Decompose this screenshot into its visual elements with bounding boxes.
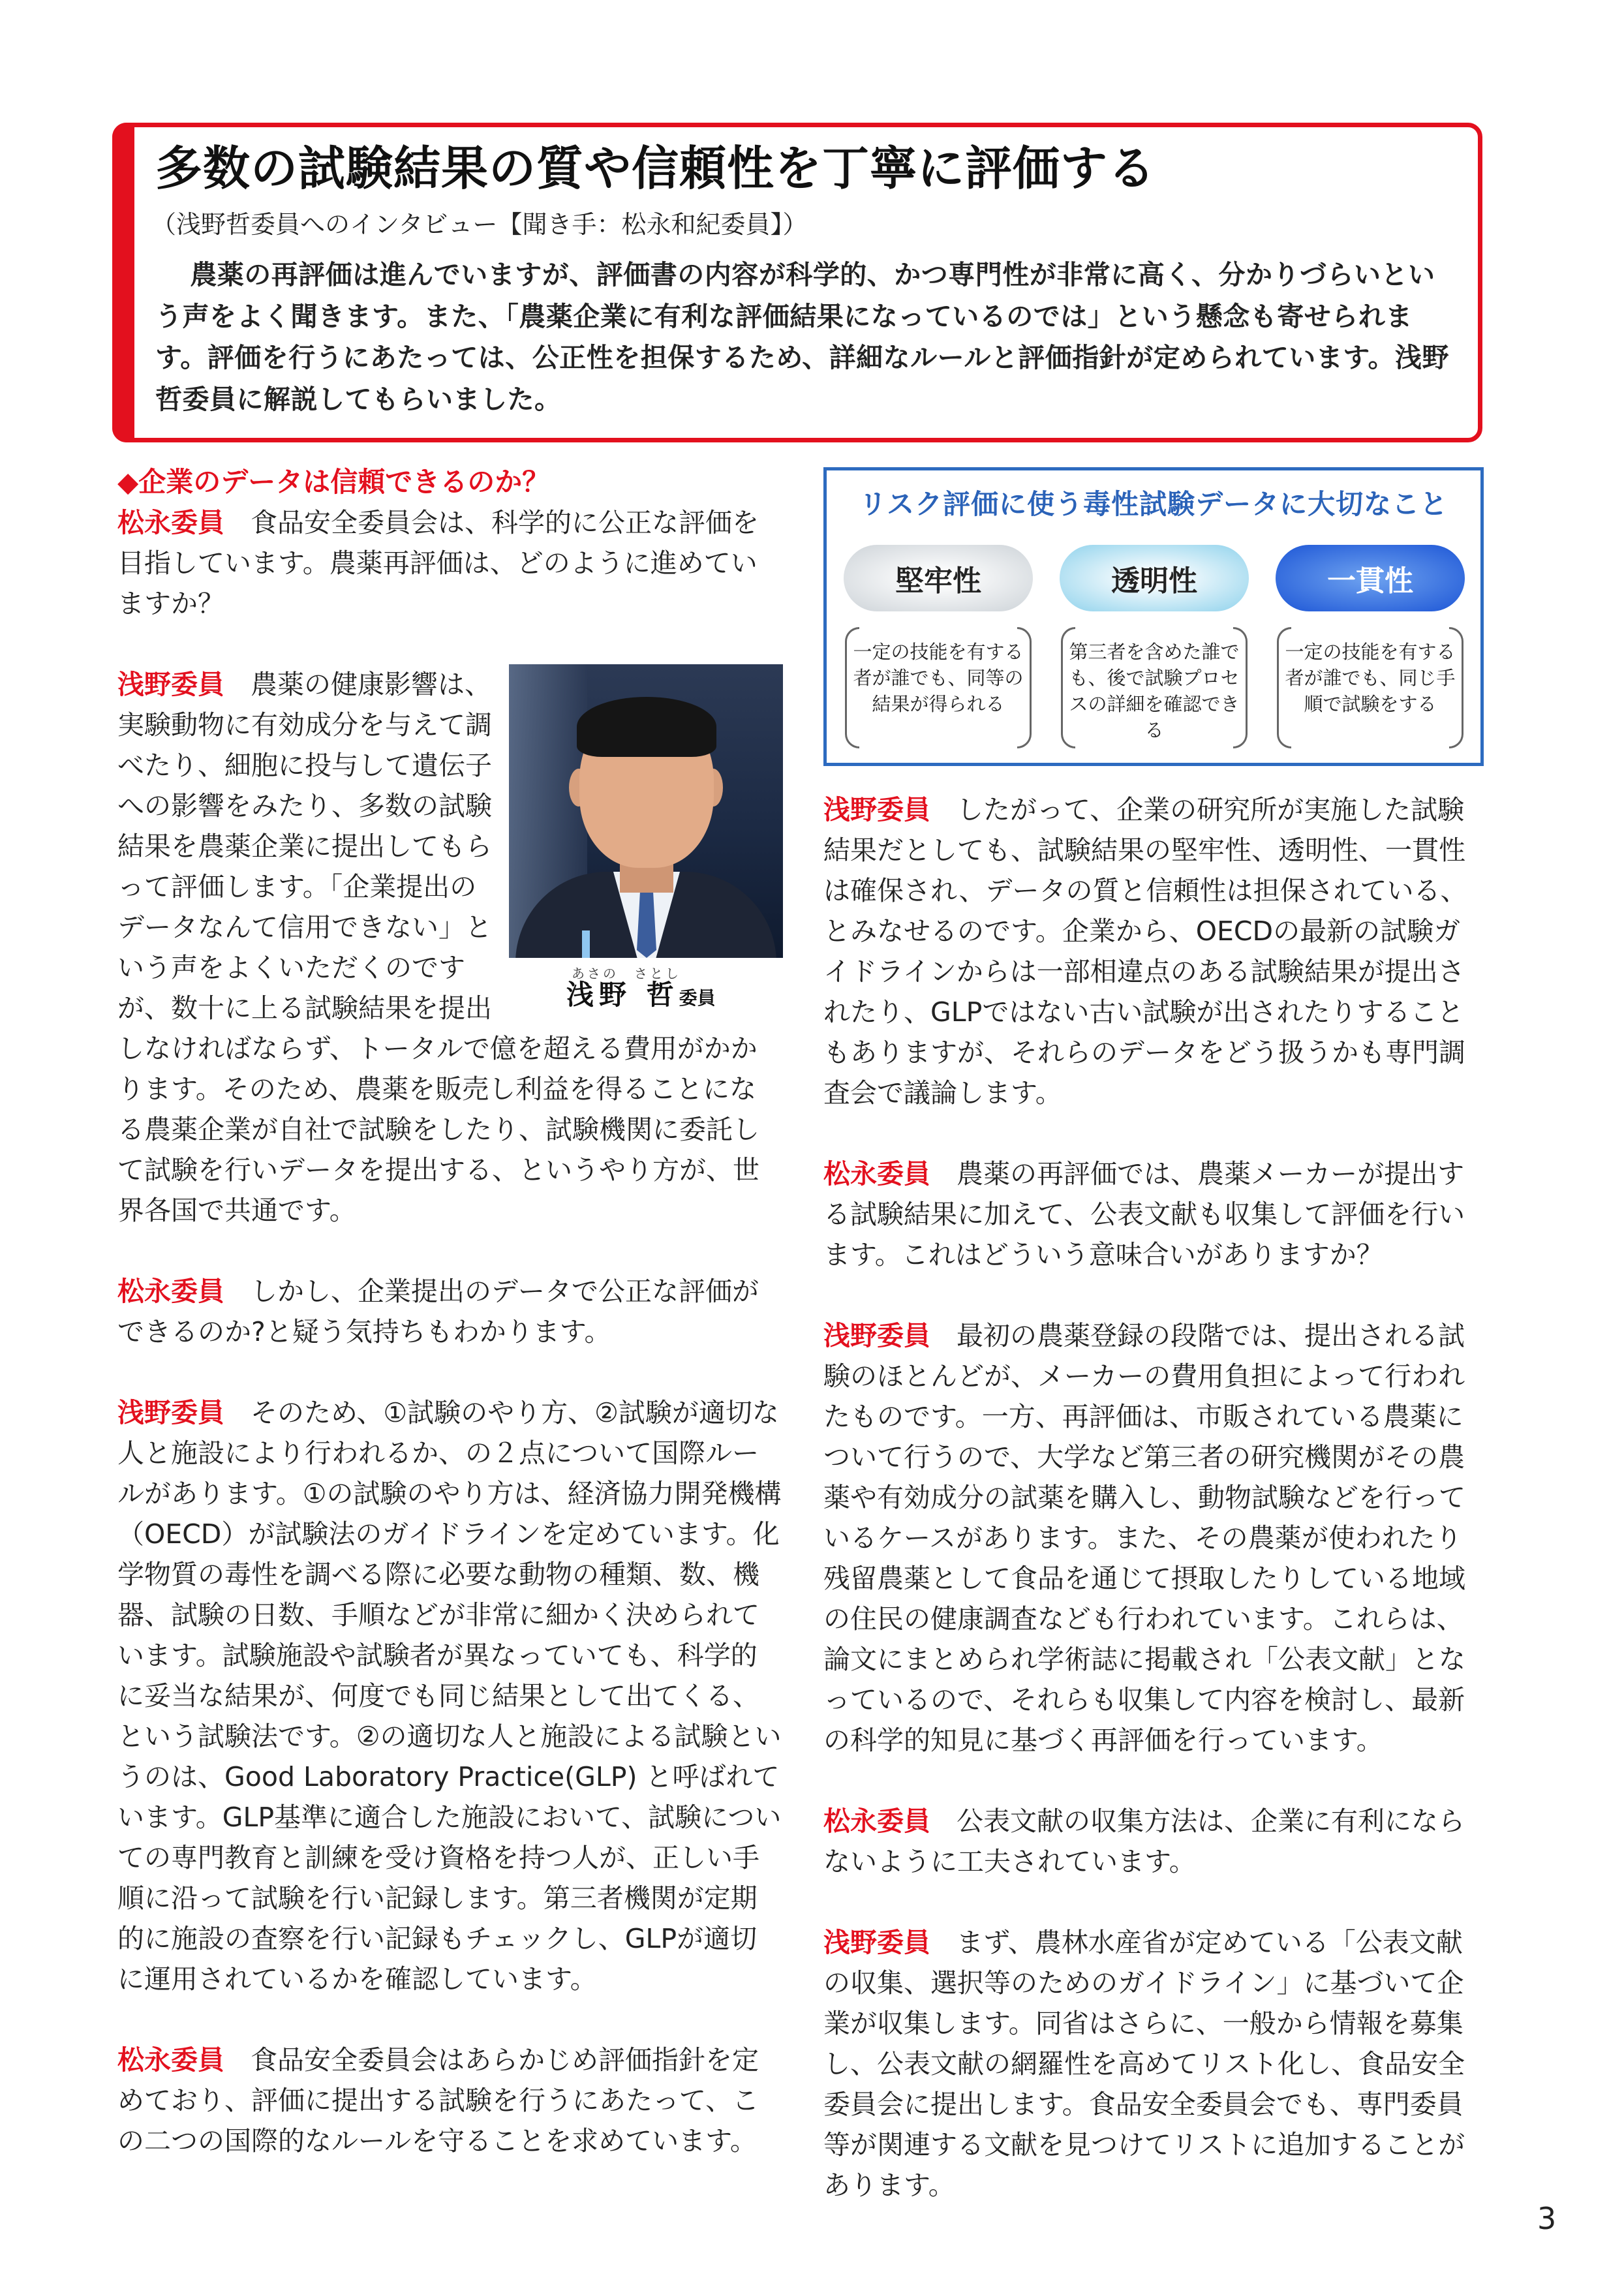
name-suffix: 委員: [679, 987, 716, 1009]
dialogue-text: 食品安全委員会はあらかじめ評価指針を定めており、評価に提出する試験を行うにあたって、この二つの国際的なルールを守ることを求めています。: [117, 2044, 759, 2157]
dialogue-paragraph: [117, 2040, 783, 2161]
dialogue-paragraph: [823, 1922, 1486, 2205]
consistency-description: 一定の技能を有する者が誰でも、同じ手順で試験をする: [1285, 627, 1456, 751]
dialogue-text: 農薬の再評価では、農薬メーカーが提出する試験結果に加えて、公表文献も収集して評価を行います。これはどういう意味合いがありますか？: [823, 1158, 1465, 1270]
risk-assessment-box: [823, 467, 1484, 766]
dialogue-paragraph: [117, 502, 783, 624]
dialogue-text: したがって、企業の研究所が実施した試験結果だとしても、試験結果の堅牢性、透明性、一貫性は確保され、データの質と信頼性は担保されている、とみなせるのです。企業から、OECDの最新の試験ガイドラインからは一部相違点のある試験結果が提出されたり、GLPではない古い試験が出されたりすることもありますが、それらのデータをどう扱うかも専門調査会で議論します。: [823, 794, 1467, 1109]
page-title: 多数の試験結果の質や信頼性を丁寧に評価する: [155, 141, 1156, 196]
left-column: [117, 462, 783, 2202]
dialogue-text: しかし、企業提出のデータで公正な評価ができるのか?と疑う気持ちもわかります。: [117, 1276, 759, 1347]
dialogue-paragraph: [117, 1392, 783, 1999]
speaker-label: 松永委員: [117, 507, 224, 538]
dialogue-text: 公表文献の収集方法は、企業に有利にならないように工夫されています。: [823, 1805, 1465, 1877]
dialogue-paragraph: [117, 1271, 783, 1352]
page-number: 3: [1537, 2201, 1557, 2236]
name-text: 浅野 哲: [566, 979, 679, 1011]
interview-subtitle: （浅野哲委員へのインタビュー【聞き手：松永和紀委員】）: [151, 210, 808, 239]
transparency-description: 第三者を含めた誰でも、後で試験プロセスの詳細を確認できる: [1069, 627, 1240, 751]
name-reading: あさの さとし: [572, 966, 681, 981]
intro-accent-bar: [112, 123, 134, 442]
dialogue-text: 食品安全委員会は、科学的に公正な評価を目指しています。農薬再評価は、どのように進めていますか？: [117, 507, 759, 619]
transparency-pill: 透明性: [1060, 545, 1249, 611]
right-column: [823, 790, 1486, 2246]
portrait-name: [566, 979, 716, 1015]
speaker-label: 松永委員: [823, 1158, 930, 1190]
dialogue-text: そのため、①試験のやり方、②試験が適切な人と施設により行われるか、の２点について国際ルールがあります。①の試験のやり方は、経済協力開発機構（OECD）が試験法のガイドラインを定めています。化学物質の毒性を調べる際に必要な動物の種類、数、機器、試験の日数、手順などが非常に細かく決められています。試験施設や試験者が異なっていても、科学的に妥当な結果が、何度でも同じ結果として出てくる、という試験法です。②の適切な人と施設による試験というのは、Good Laboratory Practice(GLP) と呼ばれています。GLP基準に適合した施設において、試験についての専門教育と訓練を受け資格を持つ人が、正しい手順に沿って試験を行い記録します。第三者機関が定期的に施設の査察を行い記録もチェックし、GLPが適切に運用されているかを確認しています。: [117, 1397, 782, 1995]
consistency-pill: 一貫性: [1276, 545, 1465, 611]
dialogue-paragraph: [823, 1801, 1486, 1882]
dialogue-text: まず、農林水産省が定めている「公表文献の収集、選択等のためのガイドライン」に基づいて企業が収集します。同省はさらに、一般から情報を募集し、公表文献の網羅性を高めてリスト化し、食品安全委員会に提出します。食品安全委員会でも、専門委員等が関連する文献を見つけてリストに追加することがあります。: [823, 1927, 1465, 2201]
speaker-label: 浅野委員: [117, 669, 224, 700]
dialogue-text: 最初の農薬登録の段階では、提出される試験のほとんどが、メーカーの費用負担によって行われたものです。一方、再評価は、市販されている農薬について行うので、大学など第三者の研究機関がその農薬や有効成分の試薬を購入し、動物試験などを行っているケースがあります。また、その農薬が使われたり残留農薬として食品を通じて摂取したりしている地域の住民の健康調査なども行われています。これらは、論文にまとめられ学術誌に掲載され「公表文献」となっているので、それらも収集して内容を検討し、最新の科学的知見に基づく再評価を行っています。: [823, 1320, 1465, 1756]
robustness-pill: 堅牢性: [844, 545, 1033, 611]
dialogue-paragraph: [823, 790, 1486, 1113]
dialogue-paragraph: [823, 1154, 1486, 1275]
speaker-label: 松永委員: [117, 2044, 224, 2076]
portrait: [509, 664, 783, 1011]
speaker-label: 浅野委員: [823, 1320, 930, 1351]
speaker-label: 松永委員: [117, 1276, 224, 1307]
dialogue-text: 農薬の健康影響は、実験動物に有効成分を与えて調べたり、細胞に投与して遺伝子への影響をみたり、多数の試験結果を農薬企業に提出してもらって評価します。「企業提出のデータなんて信用できない」という声をよくいただくのですが、数十に上る試験結果を提出しなければならず、トータルで億を超える費用がかかります。そのため、農薬を販売し利益を得ることになる農薬企業が自社で試験をしたり、試験機関に委託して試験を行いデータを提出する、というやり方が、世界各国で共通です。: [117, 669, 759, 1226]
dialogue-paragraph: [823, 1315, 1486, 1760]
speaker-label: 松永委員: [823, 1805, 930, 1837]
speaker-label: 浅野委員: [117, 1397, 224, 1428]
section-heading: ◆企業のデータは信頼できるのか？: [117, 466, 550, 498]
portrait-photo: [509, 664, 783, 958]
lead-paragraph: 農薬の再評価は進んでいますが、評価書の内容が科学的、かつ専門性が非常に高く、分かりづらいという声をよく聞きます。また、「農薬企業に有利な評価結果になっているのでは」という懸念も寄せられます。評価を行うにあたっては、公正性を担保するため、詳細なルールと評価指針が定められています。浅野哲委員に解説してもらいました。: [155, 259, 1449, 415]
speaker-label: 浅野委員: [823, 1927, 930, 1958]
robustness-description: 一定の技能を有する者が誰でも、同等の結果が得られる: [853, 627, 1024, 751]
info-box-title: リスク評価に使う毒性試験データに大切なこと: [859, 488, 1448, 520]
speaker-label: 浅野委員: [823, 794, 930, 825]
